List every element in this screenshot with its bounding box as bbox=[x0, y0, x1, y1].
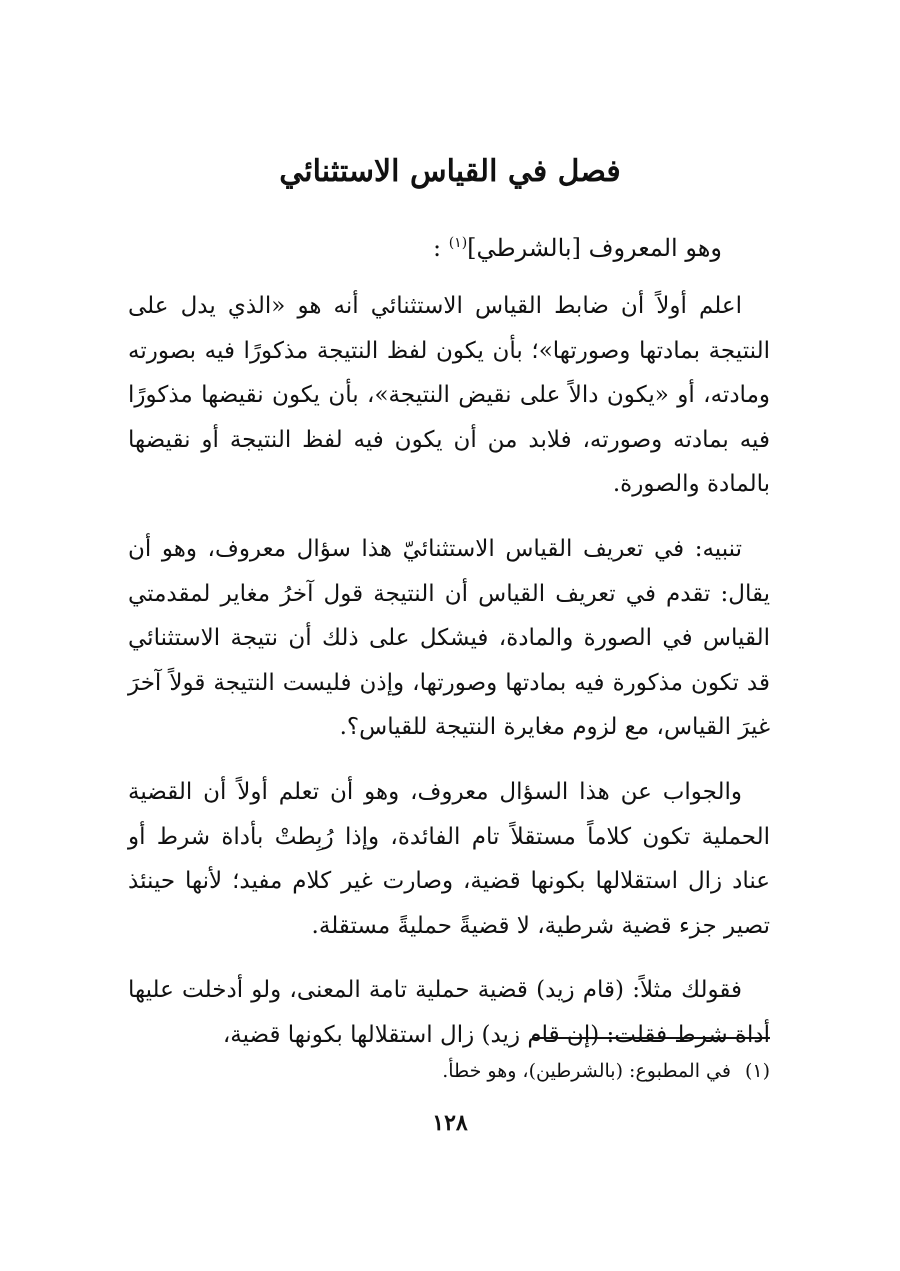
chapter-title: فصل في القياس الاستثنائي bbox=[279, 154, 621, 189]
paragraph bbox=[128, 968, 770, 1057]
footnote-divider bbox=[533, 1037, 770, 1039]
subtitle-text: وهو المعروف [بالشرطي] bbox=[467, 234, 722, 262]
paragraph bbox=[128, 284, 770, 507]
page-number: ١٢٨ bbox=[432, 1110, 468, 1136]
paragraph bbox=[128, 770, 770, 948]
footnote-number: (١) bbox=[744, 1060, 770, 1082]
paragraph-text: فقولك مثلاً: (قام زيد) قضية حملية تامة المعنى، ولو أدخلت عليها أداة شرط فقلت: (إن قام زيد) زال استقلالها بكونها قضية، bbox=[128, 977, 770, 1048]
subtitle-colon: : bbox=[432, 234, 449, 262]
footnote-reference: (١) bbox=[448, 235, 468, 251]
footnote bbox=[442, 1054, 770, 1088]
paragraph-text: اعلم أولاً أن ضابط القياس الاستثنائي أنه هو «الذي يدل على النتيجة بمادتها وصورتها»؛ بأن يكون لفظ النتيجة مذكورًا فيه بصورته ومادته، أو «يكون دالاً على نقيض النتيجة»، بأن يكون نقيضها مذكورًا فيه بمادته وصورته، فلابد من أن يكون فيه لفظ النتيجة أو نقيضها بالمادة والصورة. bbox=[128, 293, 770, 498]
paragraph-text: تنبيه: في تعريف القياس الاستثنائيّ هذا سؤال معروف، وهو أن يقال: تقدم في تعريف القياس أن النتيجة قول آخرُ مغاير لمقدمتي القياس في الصورة والمادة، فيشكل على ذلك أن نتيجة الاستثنائي قد تكون مذكورة فيه بمادتها وصورتها، وإذن فليست النتيجة قولاً آخرَ غيرَ القياس، مع لزوم مغايرة النتيجة للقياس؟. bbox=[128, 535, 770, 741]
footnote-text: في المطبوع: (بالشرطين)، وهو خطأ. bbox=[442, 1060, 731, 1082]
paragraph bbox=[128, 527, 770, 750]
chapter-subtitle bbox=[433, 228, 722, 268]
paragraph-text: والجواب عن هذا السؤال معروف، وهو أن تعلم أولاً أن القضية الحملية تكون كلاماً مستقلاً تام الفائدة، وإذا رُبِطتْ بأداة شرط أو عناد زال استقلالها بكونها قضية، وصارت غير كلام مفيد؛ لأنها حينئذ تصير جزء قضية شرطية، لا قضيةً حمليةً مستقلة. bbox=[128, 778, 770, 939]
body-text bbox=[128, 284, 770, 1078]
